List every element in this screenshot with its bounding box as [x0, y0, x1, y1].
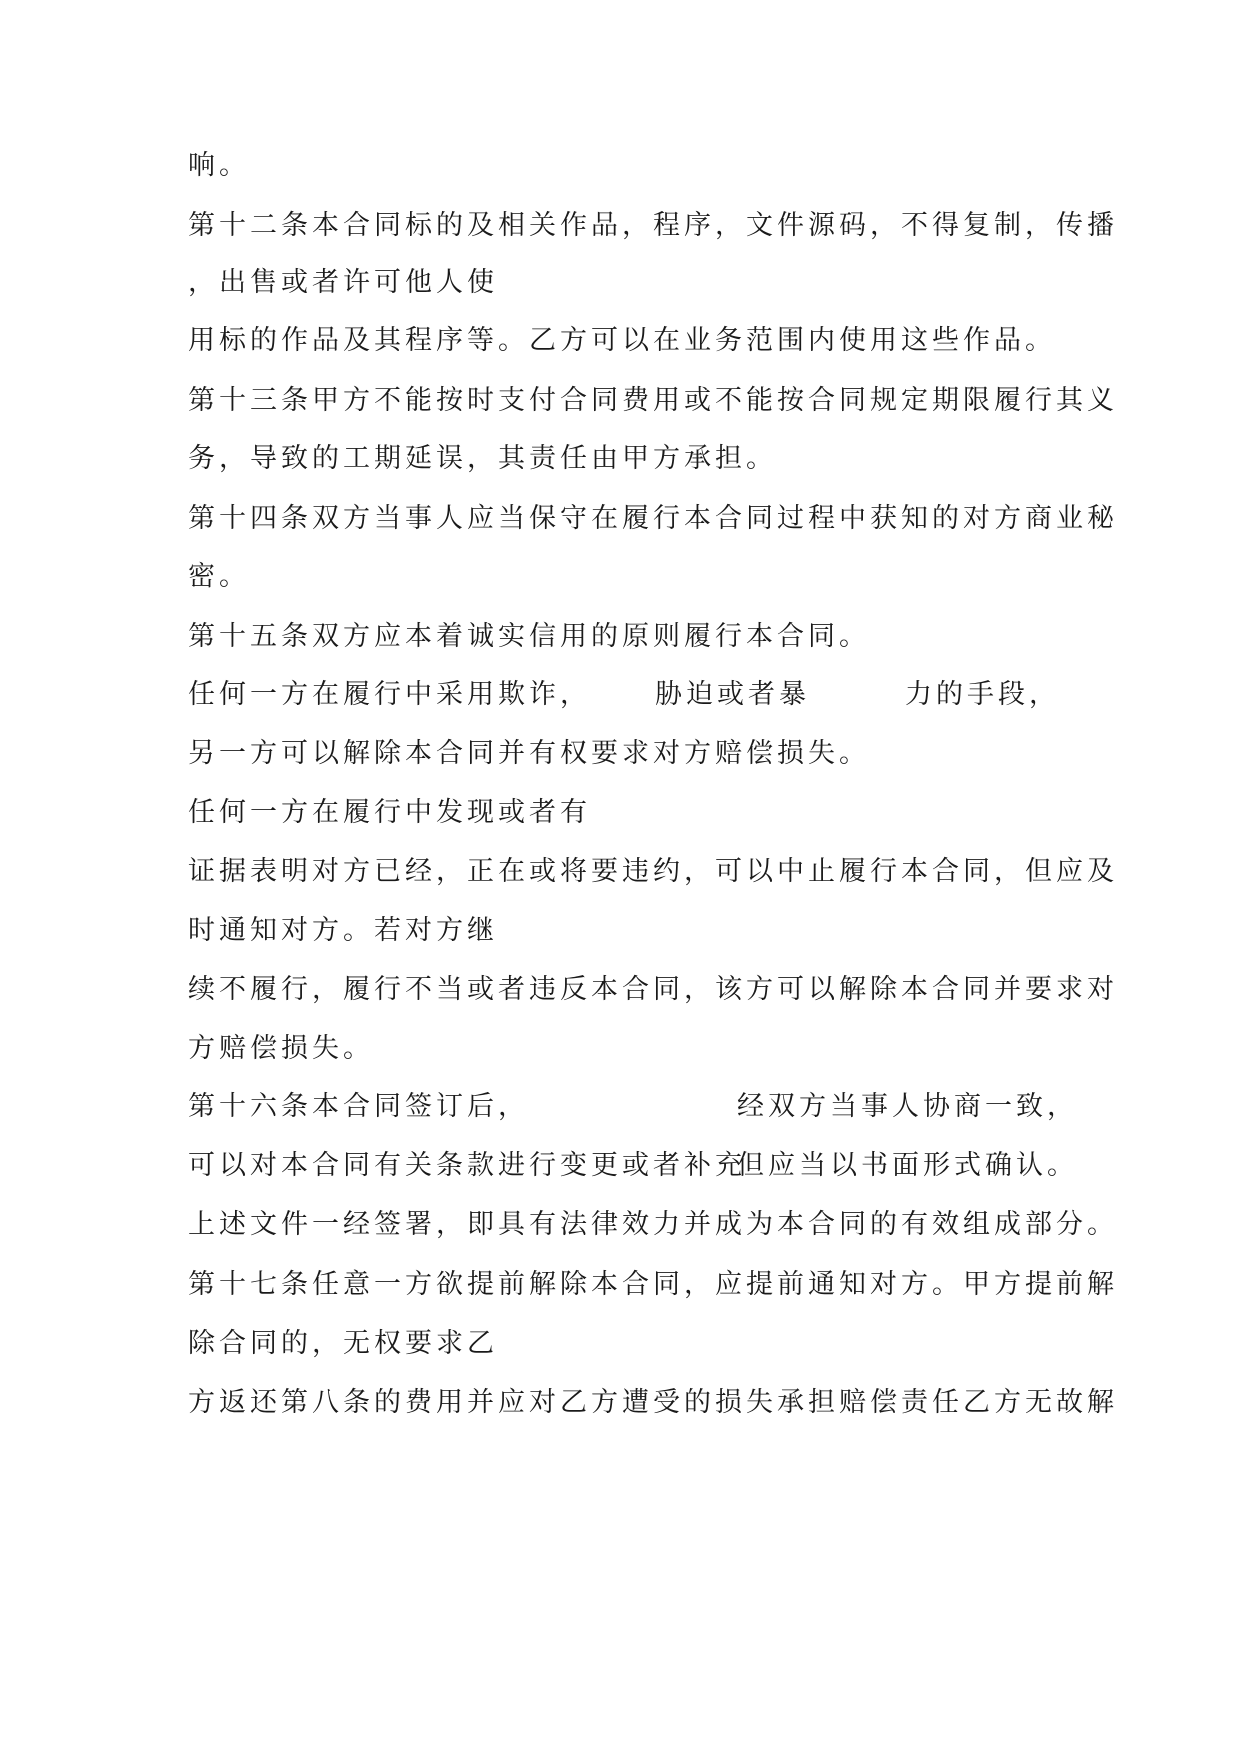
text-line: 用标的作品及其程序等。乙方可以在业务范围内使用这些作品。 [188, 325, 1056, 356]
text-line: 证据表明对方已经，正在或将要违约，可以中止履行本合同，但应及 [188, 856, 1118, 887]
text-line: ，出售或者许可他人使 [188, 267, 498, 298]
text-segment: 任何一方在履行中采用欺诈， [188, 679, 591, 710]
text-line: 方赔偿损失。 [188, 1033, 374, 1064]
text-segment: 胁迫或者暴 [655, 679, 810, 710]
text-segment: 但应当以书面形式确认。 [737, 1150, 1078, 1181]
text-line: 第十五条双方应本着诚实信用的原则履行本合同。 [188, 621, 870, 652]
text-line: 第十七条任意一方欲提前解除本合同，应提前通知对方。甲方提前解 [188, 1269, 1118, 1300]
text-line: 任何一方在履行中发现或者有 [188, 797, 591, 828]
text-line: 上述文件一经签署，即具有法律效力并成为本合同的有效组成部分。 [188, 1209, 1118, 1240]
text-line: 响。 [188, 150, 250, 181]
text-segment: 经双方当事人协商一致， [737, 1091, 1078, 1122]
text-line: 第十二条本合同标的及相关作品，程序，文件源码，不得复制，传播 [188, 210, 1118, 241]
text-line: 续不履行，履行不当或者违反本合同，该方可以解除本合同并要求对 [188, 974, 1118, 1005]
text-line: 第十四条双方当事人应当保守在履行本合同过程中获知的对方商业秘 [188, 503, 1118, 534]
text-segment: 第十六条本合同签订后， [188, 1091, 529, 1122]
text-segment: 可以对本合同有关条款进行变更或者补充 [188, 1150, 746, 1181]
text-line: 方返还第八条的费用并应对乙方遭受的损失承担赔偿责任乙方无故解 [188, 1387, 1118, 1418]
text-line: 另一方可以解除本合同并有权要求对方赔偿损失。 [188, 738, 870, 769]
text-segment: 力的手段， [905, 679, 1060, 710]
text-line: 除合同的，无权要求乙 [188, 1328, 498, 1359]
text-line: 密。 [188, 561, 250, 592]
text-line: 务，导致的工期延误，其责任由甲方承担。 [188, 443, 777, 474]
text-line: 时通知对方。若对方继 [188, 915, 498, 946]
text-line: 第十三条甲方不能按时支付合同费用或不能按合同规定期限履行其义 [188, 385, 1118, 416]
